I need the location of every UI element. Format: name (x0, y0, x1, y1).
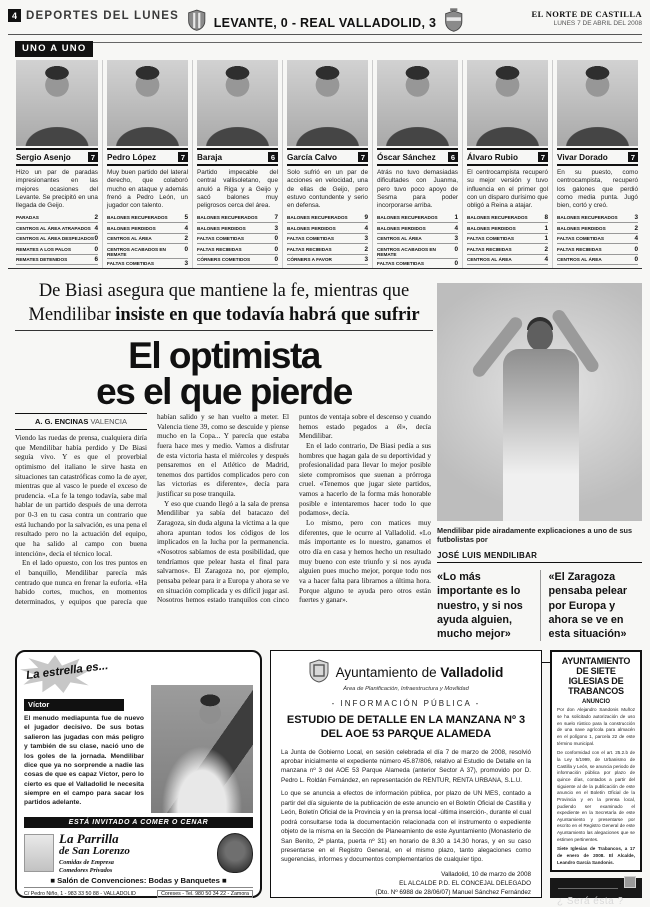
stat-label: BALONES RECUPERADOS (557, 215, 618, 221)
stat-label: FALTAS RECIBIDAS (557, 246, 602, 252)
stat-label: FALTAS COMETIDAS (287, 236, 334, 242)
stat-row (377, 234, 458, 245)
stat-value: 1 (454, 214, 458, 222)
newspaper-name: EL NORTE DE CASTILLA (531, 9, 642, 19)
stat-row (197, 234, 278, 245)
player-name-bar (287, 148, 368, 166)
stat-row (107, 234, 188, 245)
stat-value: 3 (274, 224, 278, 232)
player-photo (557, 60, 638, 146)
stat-label: FALTAS RECIBIDAS (467, 246, 512, 252)
sera-esta-text: ¿ Será ésta ? (557, 896, 624, 907)
player-card-asenjo (12, 60, 102, 269)
player-rating-badge: 7 (358, 152, 368, 162)
siete-iglesias-title (557, 656, 635, 696)
stat-value: 3 (634, 214, 638, 222)
stat-value: 0 (184, 245, 188, 253)
stat-label: BALONES PERDIDOS (467, 225, 516, 231)
article-kicker (15, 280, 433, 327)
stat-row (197, 244, 278, 255)
stat-value: 4 (634, 235, 638, 243)
stat-row (16, 255, 98, 266)
page-number: 4 (8, 9, 21, 22)
stat-value: 3 (184, 260, 188, 268)
stat-row (557, 223, 638, 234)
player-name: Álvaro Rubio (467, 152, 518, 162)
stat-label: BALONES PERDIDOS (107, 225, 156, 231)
article-paragraph: Lo mismo, pero con matices muy diferentes, que le ocurre al Valladolid. «Lo más importante es lo nuestro, ganamos el otro día en casa y hemos hecho un resultado muy bueno con este triunfo y si nos ayuda alguien pues mucho mejor, porque todo nos va a hacer falta para librarnos a última hora. Porque alguno te ayuda pero otros están fuertes y ganar». (299, 519, 431, 605)
kicker-line1: De Biasi asegura que mantiene la fe, mientras que (38, 281, 410, 301)
address-valladolid: C/ Pedro Niño, 1 - 983 33 50 88 - VALLADOLID (24, 891, 136, 897)
headline-line1: El optimista (128, 335, 320, 376)
stat-row (557, 244, 638, 255)
stat-label: BALONES PERDIDOS (557, 225, 606, 231)
stat-value: 2 (364, 245, 368, 253)
stat-row (287, 213, 368, 224)
stat-value: 3 (364, 235, 368, 243)
stat-value: 6 (94, 256, 98, 264)
stat-value: 0 (634, 256, 638, 264)
stat-value: 2 (184, 235, 188, 243)
stat-row (377, 213, 458, 224)
player-description: El centrocampista recuperó su mejor versión y tuvo influencia en el primer gol con un disparo durísimo que obligó a Reina a atajar. (467, 169, 548, 210)
stat-row (557, 234, 638, 245)
player-name: Vivar Dorado (557, 152, 608, 162)
stat-value: 2 (634, 224, 638, 232)
player-name: Sergio Asenjo (16, 152, 71, 162)
stat-row (467, 244, 548, 255)
header-rule (8, 34, 642, 35)
stat-value: 0 (274, 245, 278, 253)
stat-row (287, 234, 368, 245)
valladolid-ad-title (281, 713, 531, 742)
player-photo (287, 60, 368, 146)
stat-label: CENTROS AL ÁREA (557, 257, 602, 263)
restaurant-name-line1: La Parrilla (59, 830, 119, 846)
stat-row (16, 223, 98, 234)
player-photo (467, 60, 548, 146)
match-score: LEVANTE, 0 - REAL VALLADOLID, 3 (213, 15, 437, 30)
stat-label: BALONES RECUPERADOS (287, 215, 348, 221)
uno-a-uno-bar (15, 41, 642, 57)
kicker-rule (15, 330, 433, 331)
quotes-block (437, 551, 642, 663)
victor-photo (151, 685, 253, 813)
stat-row (287, 244, 368, 255)
player-description: Muy buen partido del lateral derecho, que colaboró mucho en ataque y además frenó a Pedro León, un jugador con talento. (107, 169, 188, 210)
convento-crest-icon (217, 833, 253, 873)
stat-value: 3 (364, 256, 368, 264)
player-name-bar (467, 148, 548, 166)
stat-label: BALONES RECUPERADOS (377, 215, 438, 221)
player-rating-badge: 7 (178, 152, 188, 162)
stat-label: FALTAS COMETIDAS (197, 236, 244, 242)
stat-row (287, 255, 368, 266)
article-body (15, 413, 431, 663)
stat-label: BALONES PERDIDOS (287, 225, 336, 231)
valladolid-ad-body1: La Junta de Gobierno Local, en sesión celebrada el día 7 de marzo de 2008, resolvió aprobar inicialmente el expediente número 45.87/806, relativo al Estudio de Detalle en la manzana nº 3 del AOE 53 Parque Alameda (anterior Sector A 37), promovido por D. Pedro L. Roldán Fernández, en representación de RENTUR, RENTA URBANA, S.L.U. (281, 748, 531, 784)
player-photo (377, 60, 458, 146)
uno-a-uno-label: UNO A UNO (15, 41, 93, 57)
stat-value: 4 (544, 256, 548, 264)
ad-title-line1: ESTUDIO DE DETALLE EN LA MANZANA Nº 3 (286, 714, 526, 726)
stat-row (16, 213, 98, 224)
stat-label: FALTAS RECIBIDAS (287, 246, 332, 252)
stat-row (467, 255, 548, 266)
stat-label: FALTAS RECIBIDAS (197, 246, 242, 252)
player-card-vivar-dorado (552, 60, 642, 269)
photo-torso (503, 349, 579, 521)
stat-label: CENTROS AL ÁREA DESPEJADOS (16, 236, 94, 242)
byline (15, 413, 147, 430)
quote-speaker: JOSÉ LUIS MENDILIBAR (437, 551, 642, 563)
stat-row (377, 244, 458, 259)
siete-signature: Siete Iglesias de Trabancos, a 17 de enero de 2008. El Alcalde, Leandro García Sandonis. (557, 846, 635, 865)
stat-label: CENTROS AL ÁREA (107, 236, 152, 242)
player-card-alvaro-rubio (462, 60, 552, 269)
player-name: Baraja (197, 152, 223, 162)
stat-row (377, 223, 458, 234)
player-card-pedro-lopez (102, 60, 192, 269)
stat-row (287, 223, 368, 234)
player-description: En su puesto, como centrocampista, recuperó los galones que perdió como media punta. Jugó bien, cortó y creó. (557, 169, 638, 210)
stat-value: 0 (274, 235, 278, 243)
advertisement-row (15, 650, 642, 907)
ads-right-column (550, 650, 642, 907)
player-ratings-grid (12, 60, 642, 269)
ad-siete-iglesias (550, 650, 642, 872)
stat-label: CÓRNERS COMETIDOS (197, 257, 251, 263)
header-right (532, 9, 642, 27)
stat-row (467, 234, 548, 245)
player-name-bar (16, 148, 98, 166)
stat-row (467, 223, 548, 234)
stat-label: FALTAS COMETIDAS (107, 261, 154, 267)
restaurant-logo-icon (24, 834, 54, 872)
starburst-area (24, 657, 142, 693)
siete-title-line1: AYUNTAMIENTO DE SIETE (561, 656, 631, 677)
address-zamora: Coreses - Tel. 980 50 34 22 - Zamora (157, 890, 253, 898)
valladolid-city-shield-icon (309, 659, 329, 685)
estrella-body: El menudo mediapunta fue de nuevo el jugador decisivo. De sus botas salieron las jugadas con más peligro y también de su clase, nació uno de los goles de la jornada. Mendilibar dice que ya no sorprende a nadie las cosas de que es capaz Víctor, pero lo cierto es que el Valladolid le necesita siempre en el campo para sacar los partidos adelante. (24, 715, 144, 807)
player-stats (467, 213, 548, 266)
quote-2: «El Zaragoza pensaba pelear por Europa y ahora se ve en esta situación» (540, 570, 643, 641)
player-name: Pedro López (107, 152, 157, 162)
article-paragraph: En el lado contrario, De Biasi pedía a sus hombres que hagan gala de su deportividad y profesionalidad para llevar lo mejor posible siete compromisos que suenan a prórroga cruel. «Tenemos que jugar siete partidos, vamos a hacerlo de la forma más honorable posible e intentaremos hacer todo lo que podamos», decía. (299, 441, 431, 518)
player-stats (197, 213, 278, 266)
valladolid-ad-body2: Lo que se anuncia a efectos de información pública, por plazo de UN MES, contado a partir del día siguiente de la publicación de este anuncio en el Boletín Oficial de Castilla y León, Boletín Oficial de la Provincia y en la prensa local -última inserción-, durante el cual podrá consultarse toda la documentación relacionada con el instrumento o expediente objeto de la misma en la Sección de Planeamiento de este Ayuntamiento (Monasterio de San Benito, 2ª planta, puerta nº 31) en horario de 8.30 a 14.30 horas, y en su caso presentarse en el Registro General, en el mismo plazo, tanto alegaciones como sugerencias, informes y documentos complementarios de cualquier tipo. (281, 790, 531, 864)
header-left (8, 9, 179, 22)
valladolid-ad-orgname (336, 665, 504, 680)
player-description: Solo sufrió en un par de acciones en velocidad, una de ellas de Geijo, pero estuvo contundente y serio en defensa. (287, 169, 368, 210)
player-name-bar (557, 148, 638, 166)
valladolid-crest-icon (444, 8, 462, 37)
sig-name: (Dto. Nº 6988 de 28/06/07) Manuel Sánchez Fernández (375, 889, 531, 897)
anuncio-label: ANUNCIO (582, 699, 610, 706)
stat-value: 0 (94, 245, 98, 253)
informacion-publica-label: - INFORMACIÓN PÚBLICA - (331, 699, 481, 708)
stat-label: BALONES PERDIDOS (197, 225, 246, 231)
restaurant-services (59, 859, 212, 875)
grid-bottom-rule (8, 268, 642, 269)
player-rating-badge: 6 (268, 152, 278, 162)
stat-value: 2 (544, 245, 548, 253)
stat-value: 1 (544, 235, 548, 243)
player-name: Óscar Sánchez (377, 152, 436, 162)
stat-value: 4 (454, 224, 458, 232)
stat-value: 0 (454, 260, 458, 268)
ad-sera-esta (550, 878, 642, 907)
player-name-bar (107, 148, 188, 166)
services-line1: Comidas de Empresa (59, 858, 114, 866)
ad-title-line2: DEL AOE 53 PARQUE ALAMEDA (320, 728, 492, 741)
stat-label: CENTROS ACABADOS EN REMATE (107, 246, 166, 257)
org-bold: Valladolid (440, 664, 504, 680)
stat-label: BALONES RECUPERADOS (467, 215, 528, 221)
uno-a-uno-rule (93, 42, 642, 43)
player-description: Atrás no tuvo demasiadas dificultades con Juanma, pero tuvo poco apoyo de Sesma para poder incorporarse arriba. (377, 169, 458, 210)
header-center (188, 8, 463, 37)
player-rating-badge: 7 (628, 152, 638, 162)
player-card-baraja (192, 60, 282, 269)
restaurant-name (59, 832, 212, 875)
player-stats (557, 213, 638, 266)
valladolid-ad-header (281, 659, 531, 685)
restaurant-row (24, 832, 253, 874)
quote-columns (437, 570, 642, 641)
headline-line2: es el que pierde (96, 371, 352, 413)
player-name-bar (377, 148, 458, 166)
restaurant-name-line2: de San Lorenzo (59, 844, 130, 857)
stat-label: FALTAS COMETIDAS (467, 236, 514, 242)
stat-label: CÓRNERS A FAVOR (287, 257, 332, 263)
stat-row (16, 234, 98, 245)
stat-value: 4 (94, 224, 98, 232)
stat-label: FALTAS COMETIDAS (557, 236, 604, 242)
valladolid-ad-department: Área de Planificación, Infraestructura y Movilidad (343, 686, 469, 692)
quote-1: «Lo más importante es lo nuestro, y si nos ayuda alguien, mucho mejor» (437, 571, 523, 640)
edition-date: LUNES 7 DE ABRIL DEL 2008 (553, 20, 642, 27)
stat-value: 4 (184, 224, 188, 232)
player-rating-badge: 7 (88, 152, 98, 162)
page-header (8, 6, 642, 32)
org-prefix: Ayuntamiento de (335, 664, 441, 680)
stat-value: 9 (364, 214, 368, 222)
stat-row (107, 213, 188, 224)
siete-body2: De conformidad con el art. 25.2.b de la Ley 5/1999, de Urbanismo de Castilla y León, se anuncia periodo de información pública por plazo de quince días, contados a partir del siguiente al de la publicación de este anuncio en el Boletín Oficial de la Provincia y en la prensa local, pudiendo ser examinado el expediente en la Secretaría de este Ayuntamiento y presentarse por escrito en el Registro General de este Ayuntamiento las alegaciones que se estimen pertinentes. (557, 750, 635, 842)
player-rating-badge: 6 (448, 152, 458, 162)
ad-estrella (15, 650, 262, 898)
restaurant-address (24, 887, 253, 898)
player-card-garcia-calvo (282, 60, 372, 269)
kicker-line2-bold: insiste en que todavía habrá que sufrir (115, 304, 420, 325)
stat-label: CENTROS ACABADOS EN REMATE (377, 246, 436, 257)
player-of-match-label: Víctor (24, 699, 124, 711)
stat-row (107, 244, 188, 259)
article-paragraph: En el lado opuesto, con los tres puntos en el banquillo, Mendilibar parecía más centrado que nunca en frenar la euforia. «Ha habido cortes, muchos, en momentos determinados, y equipos que parecía que habían salido y se han vuelto a meter. El Valencia tiene 39, como se descuide y piense mucho en la Copa... Y parecía que estaba fuera hace mes y medio. Vamos a disfrutar de esta victoria hasta el miércoles y después pensaremos en el Atlético de Madrid, tenemos dos partidos complicados pero con las victorias es diferente», decía para justificar su pose tranquila. (15, 413, 289, 606)
estrella-title: La estrella es... (25, 660, 109, 682)
stat-value: 5 (184, 214, 188, 222)
siete-title-line2: IGLESIAS DE TRABANCOS (568, 676, 624, 697)
player-description: Partido impecable del central vallisoletano, que anuló a Riga y a Geijo y sacó balones muy peligrosos cerca del área. (197, 169, 278, 210)
byline-place: VALENCIA (88, 416, 127, 426)
stat-value: 8 (544, 214, 548, 222)
stat-value: 2 (94, 214, 98, 222)
stat-row (467, 213, 548, 224)
siete-body1: Por don Alejandro Sandonis Muñoz se ha solicitado autorización de uso en suelo rústico para la construcción de una nave agrícola para almacén en el polígono 1, parcela 22 de este término municipal. (557, 707, 635, 746)
sig-place-date: Valladolid, 10 de marzo de 2008 (441, 870, 531, 878)
stat-value: 3 (454, 235, 458, 243)
stat-row (557, 213, 638, 224)
player-stats (287, 213, 368, 266)
stat-row (197, 255, 278, 266)
invite-bar: ESTÁ INVITADO A COMER O CENAR (24, 817, 253, 828)
photo-caption: Mendilibar pide airadamente explicaciones a uno de sus futbolistas por (437, 526, 633, 545)
ad-ayuntamiento-valladolid (270, 650, 542, 898)
sera-decorative-line (558, 888, 618, 889)
byline-author: A. G. ENCINAS (35, 416, 89, 426)
stat-value: 1 (544, 224, 548, 232)
player-rating-badge: 7 (538, 152, 548, 162)
stat-value: 0 (634, 245, 638, 253)
sera-esta-logo-icon (624, 876, 636, 888)
stat-label: CENTROS AL ÁREA (467, 257, 512, 263)
photo-head (527, 321, 553, 351)
player-stats (16, 213, 98, 266)
kicker-line2-plain: Mendilibar (28, 304, 116, 325)
mendilibar-photo (437, 283, 642, 521)
stat-row (557, 255, 638, 266)
article-paragraph: Viendo las ruedas de prensa, cualquiera diría que Mendilibar había perdido y De Biasi seguía vivo. Y es que el proverbial optimismo del italiano le sirve hasta en situaciones tan catastróficas como la de ayer, mientras que al vasco le puede el exceso de prudencia. «La fe la tengo todavía, sabe mal hablar de un partido después de una derrota por 0-3 en tu casa contra un contrario que está luchando por la salvación, es una pena el resultado pero no la actuación del equipo, que ha salido al campo con buena intención», decía el técnico local. (15, 433, 147, 558)
stat-label: CENTROS AL ÁREA (377, 236, 422, 242)
stat-label: CENTROS AL ÁREA ATRAPADOS (16, 225, 91, 231)
player-photo (107, 60, 188, 146)
stat-row (197, 213, 278, 224)
stat-label: REMATES DETENIDOS (16, 257, 68, 263)
stat-label: PARADAS (16, 215, 39, 221)
stat-label: BALONES PERDIDOS (377, 225, 426, 231)
stat-value: 0 (274, 256, 278, 264)
article-paragraph: Y eso que cuando llegó a la sala de prensa Mendilibar ya sabía del batacazo del Zaragoza, sin duda alguna la víctima a la que ahora apuntan todos los códigos de los implicados en la lucha por la permanencia. «Nosotros sabíamos de esta posibilidad, que tendríamos que pelear hasta el final para salvarnos». El Zaragoza no, por ejemplo, pensaba pelear para ir a Europa y ahora se ve en situación complicada y es difícil jugar así. Nosotros hemos estado tranquilos con cinco puntos de ventaja sobre el descenso y cuando hemos estado pegados a él», decía Mendilibar. (157, 413, 431, 605)
stat-value: 7 (274, 214, 278, 222)
stat-label: REMATES A LOS PALOS (16, 246, 71, 252)
valladolid-ad-signature (281, 870, 531, 897)
player-stats (107, 213, 188, 270)
player-photo (197, 60, 278, 146)
stat-label: BALONES RECUPERADOS (107, 215, 168, 221)
player-description: Hizo un par de paradas impresionantes en las mejores ocasiones del Levante. Se precipitó en una llegada de Geijo. (16, 169, 98, 210)
salon-line: ■ Salón de Convenciones: Bodas y Banquetes ■ (50, 876, 227, 885)
player-card-oscar-sanchez (372, 60, 462, 269)
section-title: DEPORTES DEL LUNES (26, 9, 180, 22)
stat-value: 4 (364, 224, 368, 232)
stat-label: BALONES RECUPERADOS (197, 215, 258, 221)
stat-value: 0 (94, 235, 98, 243)
stat-row (16, 244, 98, 255)
stat-value: 0 (454, 245, 458, 253)
stat-row (107, 223, 188, 234)
stat-row (197, 223, 278, 234)
stat-label: FALTAS COMETIDAS (377, 261, 424, 267)
sig-role: EL ALCALDE P.D. EL CONCEJAL DELEGADO (399, 879, 531, 887)
estrella-top (24, 657, 253, 815)
player-name: García Calvo (287, 152, 338, 162)
article-headline (15, 335, 433, 413)
player-name-bar (197, 148, 278, 166)
player-stats (377, 213, 458, 270)
levante-crest-icon (188, 9, 206, 36)
player-photo (16, 60, 98, 146)
services-line2: Comedores Privados (59, 866, 113, 874)
